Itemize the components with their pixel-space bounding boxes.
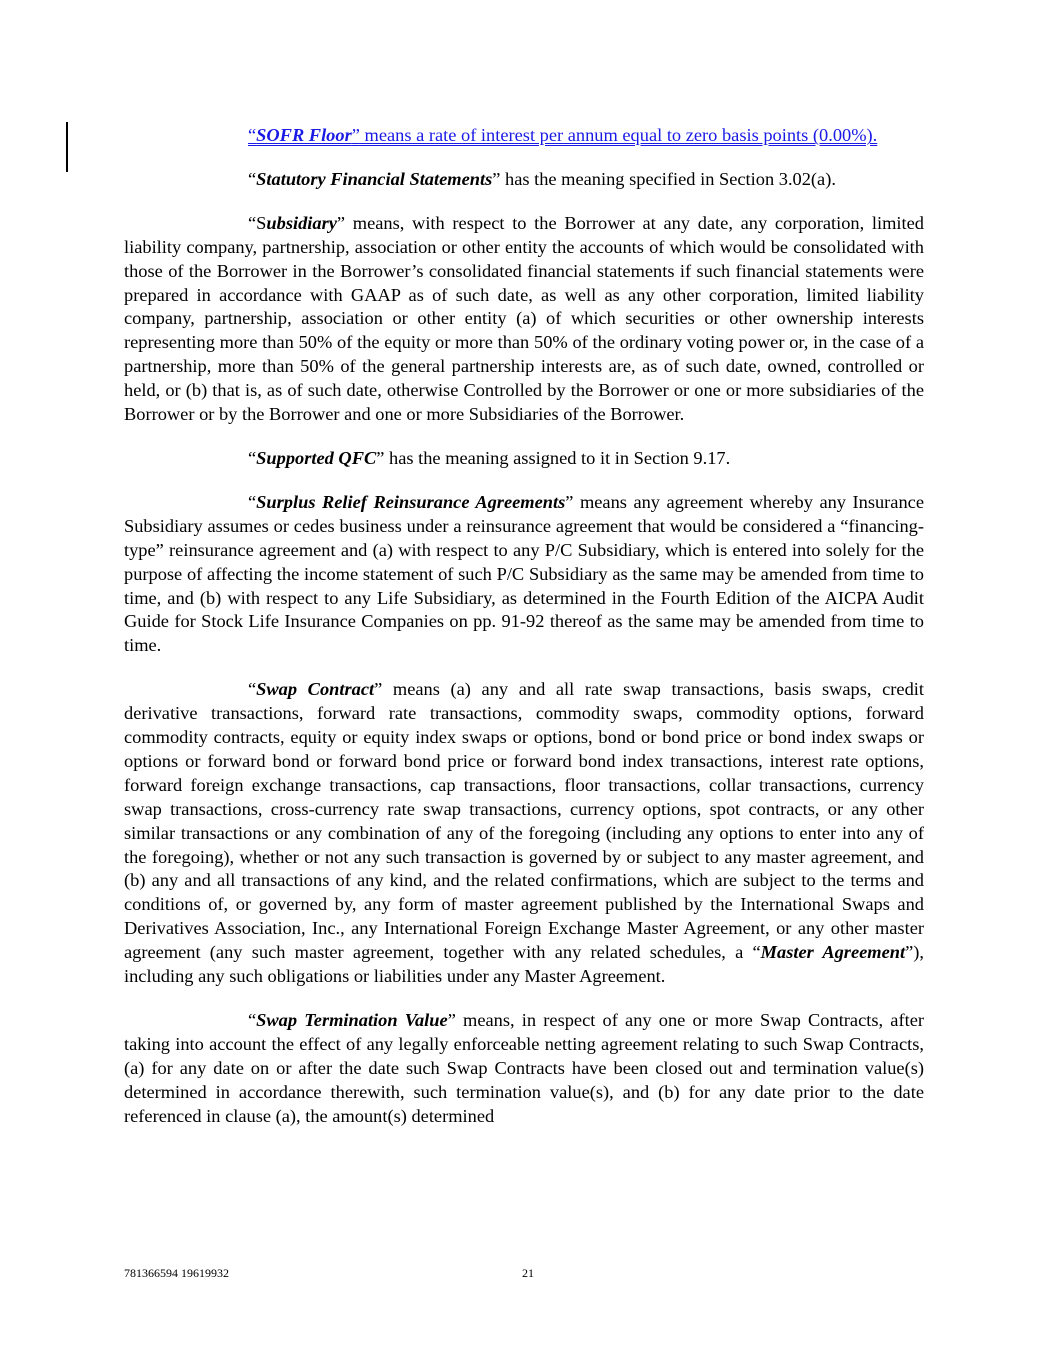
- definition-text: means, with respect to the Borrower at any date, any corporation, limited liability company, partnership, association or other entity the accounts of which would be consolidated with those of the Borrower in the Borrower’s consolidated financial statements if such financial statements were prepared in accordance with GAAP as of such date, as well as any other corporation, limited liability company, partnership, association or other entity (a) of which securities or other ownership interests representing more than 50% of the equity or more than 50% of the ordinary voting power or, in the case of a partnership, more than 50% of the general partnership interests are, as of such date, owned, controlled or held, or (b) that is, as of such date, otherwise Controlled by the Borrower or one or more subsidiaries of the Borrower or by the Borrower and one or more Subsidiaries of the Borrower.: [124, 212, 924, 425]
- definition-text: means a rate of interest per annum equal to zero basis points (0.00%).: [359, 125, 878, 145]
- open-quote: “: [248, 679, 257, 700]
- close-quote: ”: [447, 1010, 456, 1030]
- definition-subsidiary: [124, 212, 924, 427]
- inner-defined-term: Master Agreement: [760, 942, 906, 963]
- open-quote: “: [248, 168, 257, 189]
- definition-statutory-financial-statements: [124, 168, 924, 192]
- close-quote: ”: [492, 168, 501, 189]
- open-quote: “: [248, 125, 257, 145]
- definition-text: has the meaning assigned to it in Section 9.17.: [384, 447, 731, 468]
- open-quote: “: [248, 447, 257, 468]
- close-quote: ”: [336, 212, 346, 233]
- defined-term-prefix: S: [256, 212, 267, 233]
- defined-term: Swap Contract: [256, 679, 375, 700]
- defined-term: Supported QFC: [256, 447, 377, 468]
- document-body: [124, 124, 924, 1149]
- open-quote: “: [248, 212, 257, 233]
- definition-supported-qfc: [124, 447, 924, 471]
- definition-sofr-floor: [124, 124, 924, 148]
- open-quote: “: [248, 491, 257, 512]
- definition-text: means any agreement whereby any Insurance Subsidiary assumes or cedes business under a reinsurance agreement that would be considered a “financing-type” reinsurance agreement and (a) with respect to any P/C Subsidiary, which is entered into solely for the purpose of affecting the income statement of such P/C Subsidiary as the same may be amended from time to time, and (b) with respect to any Life Subsidiary, as determined in the Fourth Edition of the AICPA Audit Guide for Stock Life Insurance Companies on pp. 91-92 thereof as the same may be amended from time to time.: [124, 491, 924, 656]
- definition-swap-termination-value: [124, 1009, 924, 1129]
- definition-text: means (a) any and all rate swap transactions, basis swaps, credit derivative transactions, forward rate transactions, commodity swaps, commodity options, forward commodity contracts, equity or equity index swaps or options, bond or bond price or bond index swaps or options or forward bond or forward bond price or forward bond index transactions, interest rate options, forward foreign exchange transactions, cap transactions, floor transactions, collar transactions, currency swap transactions, cross-currency rate swap transactions, currency options, spot contracts, or any other similar transactions or any combination of any of the foregoing (including any options to enter into any of the foregoing), whether or not any such transaction is governed by or subject to any master agreement, and (b) any and all transactions of any kind, and the related confirmations, which are subject to the terms and conditions of, or governed by, any form of master agreement published by the International Swaps and Derivatives Association, Inc., any International Foreign Exchange Master Agreement, or any other master agreement (any such master agreement, together with any related schedules, a “: [124, 679, 924, 963]
- revision-change-bar: [66, 122, 68, 172]
- defined-term: SOFR Floor: [256, 125, 352, 145]
- open-quote: “: [248, 1010, 257, 1030]
- close-quote: ”: [374, 679, 383, 700]
- definition-surplus-relief-reinsurance-agreements: [124, 491, 924, 658]
- close-quote: ”: [376, 447, 385, 468]
- defined-term: ubsidiary: [266, 212, 337, 233]
- footer-page-number: 21: [522, 1266, 534, 1280]
- defined-term: Statutory Financial Statements: [256, 168, 493, 189]
- definition-swap-contract: [124, 678, 924, 989]
- close-quote: ”: [565, 491, 574, 512]
- footer-document-id: 781366594 19619932: [124, 1266, 229, 1280]
- definition-text: means, in respect of any one or more Swap Contracts, after taking into account the effect of any legally enforceable netting agreement relating to such Swap Contracts, (a) for any date on or after the date such Swap Contracts have been closed out and termination value(s) determined in accordance therewith, such termination value(s), and (b) for any date prior to the date referenced in clause (a), the amount(s) determined: [124, 1010, 924, 1126]
- definition-text-continued: ”), including any such obligations or liabilities under any Master Agreement.: [124, 942, 924, 987]
- definition-text: has the meaning specified in Section 3.02(a).: [500, 168, 836, 189]
- defined-term: Swap Termination Value: [256, 1010, 448, 1030]
- defined-term: Surplus Relief Reinsurance Agreements: [256, 491, 566, 512]
- close-quote: ”: [351, 125, 360, 145]
